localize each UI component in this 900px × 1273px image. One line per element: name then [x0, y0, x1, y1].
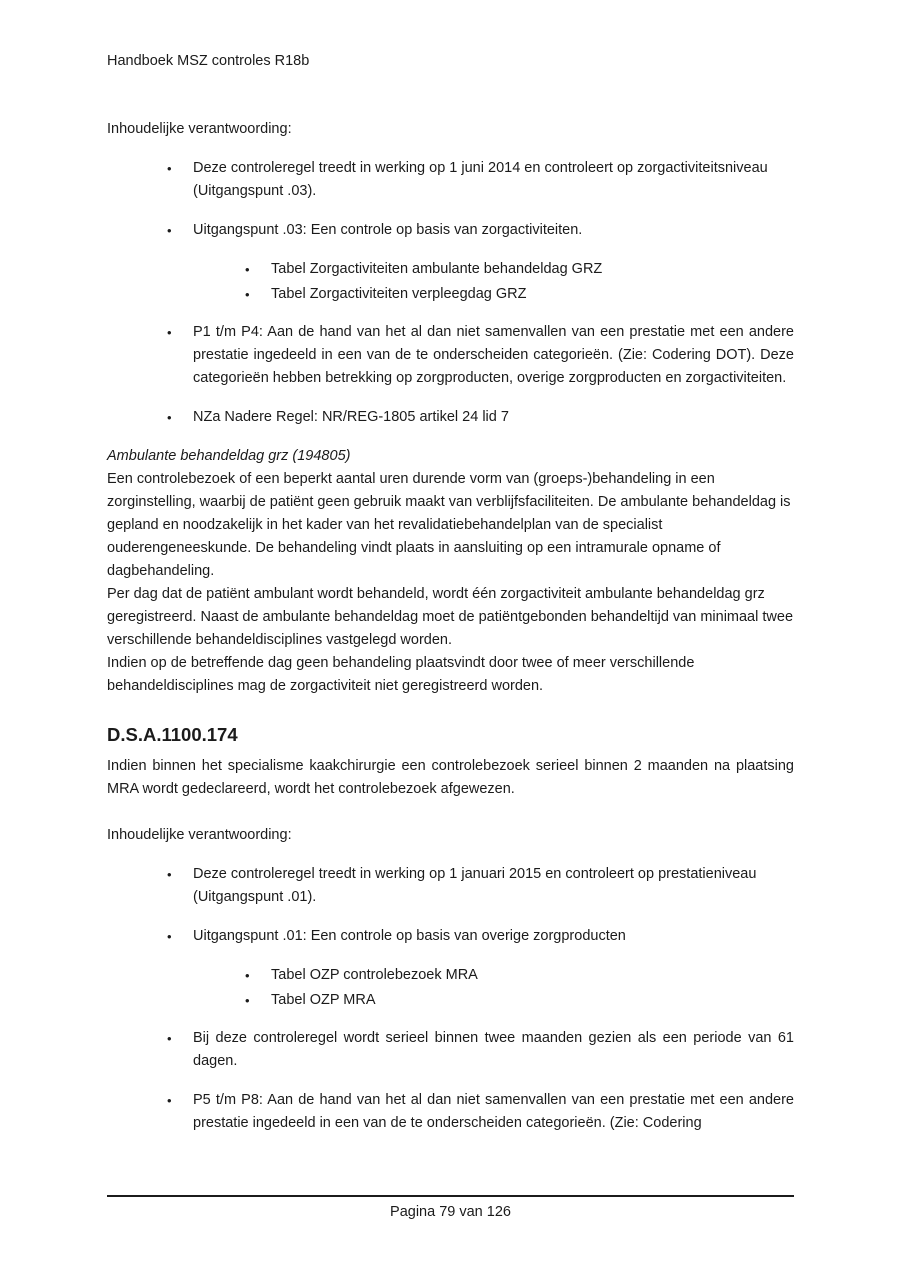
sub-list-item-text: Tabel OZP MRA: [271, 992, 376, 1008]
paragraph: Indien op de betreffende dag geen behandeling plaatsvindt door twee of meer verschillende behandeldisciplines mag de zorgactiviteit niet geregistreerd worden.: [107, 655, 695, 694]
bullet-icon: •: [167, 929, 172, 944]
sub-list-item: [107, 964, 794, 987]
list-item-text: Uitgangspunt .01: Een controle op basis van overige zorgproducten: [193, 928, 626, 944]
bullet-icon: •: [167, 1031, 172, 1046]
bullet-icon: •: [245, 968, 250, 983]
paragraph: Een controlebezoek of een beperkt aantal uren durende vorm van (groeps-)behandeling in een zorginstelling, waarbij de patiënt geen gebruik maakt van verblijfsfaciliteiten. De ambulante behandeldag is gepland en noodzakelijk in het kader van het revalidatiebehandelplan van de specialist ouderengeneeskunde. De behandeling vindt plaats in aansluiting op een intramurale opname of dagbehandeling.: [107, 471, 791, 579]
list-item-text: Uitgangspunt .03: Een controle op basis van zorgactiviteiten.: [193, 222, 583, 238]
sub-list-item-text: Tabel Zorgactiviteiten verpleegdag GRZ: [271, 286, 527, 302]
list-item-text: Deze controleregel treedt in werking op 1 juni 2014 en controleert op zorgactiviteitsniveau (Uitgangspunt .03).: [193, 160, 768, 199]
list-item-text: NZa Nadere Regel: NR/REG-1805 artikel 24 lid 7: [193, 409, 509, 425]
page-number: Pagina 79 van 126: [390, 1204, 511, 1220]
section-a-intro-label: Inhoudelijke verantwoording:: [107, 121, 292, 137]
list-item-text: Deze controleregel treedt in werking op 1 januari 2015 en controleert op prestatieniveau (Uitgangspunt .01).: [193, 866, 757, 905]
bullet-icon: •: [167, 325, 172, 340]
list-item: [107, 219, 794, 242]
bullet-icon: •: [167, 223, 172, 238]
list-item-text: P5 t/m P8: Aan de hand van het al dan niet samenvallen van een prestatie met een andere prestatie ingedeeld in een van de te onderscheiden categorieën. (Zie: Codering: [193, 1092, 794, 1131]
list-item: [107, 863, 794, 909]
page-footer: [107, 1195, 794, 1224]
document-header: Handboek MSZ controles R18b: [107, 53, 310, 69]
sub-list-item: [107, 283, 794, 306]
list-item: [107, 157, 794, 203]
bullet-icon: •: [167, 1093, 172, 1108]
list-item: [107, 1027, 794, 1073]
list-item-text: Bij deze controleregel wordt serieel binnen twee maanden gezien als een periode van 61 dagen.: [193, 1030, 794, 1069]
bullet-icon: •: [167, 161, 172, 176]
list-item: [107, 406, 794, 429]
paragraph: Per dag dat de patiënt ambulant wordt behandeld, wordt één zorgactiviteit ambulante behandeldag grz geregistreerd. Naast de ambulante behandeldag moet de patiëntgebonden behandeltijd van minimaal twee verschillende behandeldisciplines vastgelegd worden.: [107, 586, 794, 648]
list-item: [107, 925, 794, 948]
sub-list-item-text: Tabel Zorgactiviteiten ambulante behandeldag GRZ: [271, 261, 603, 277]
bullet-icon: •: [167, 410, 172, 425]
list-item-text: P1 t/m P4: Aan de hand van het al dan niet samenvallen van een prestatie met een andere prestatie ingedeeld in een van de te onderscheiden categorieën. (Zie: Codering DOT). Deze categorieën hebben betrekking op zorgproducten, overige zorgproducten en zorgactiviteiten.: [193, 324, 794, 386]
subsection-heading: Ambulante behandeldag grz (194805): [107, 448, 351, 464]
list-item: [107, 321, 794, 390]
bullet-icon: •: [245, 262, 250, 277]
sub-list-item: [107, 989, 794, 1012]
bullet-icon: •: [167, 867, 172, 882]
section-heading: D.S.A.1100.174: [107, 724, 238, 745]
list-item: [107, 1089, 794, 1135]
page-content: [107, 50, 794, 1135]
bullet-icon: •: [245, 993, 250, 1008]
sub-list: [107, 258, 794, 306]
bullet-icon: •: [245, 287, 250, 302]
section-b-intro-label: Inhoudelijke verantwoording:: [107, 827, 292, 843]
sub-list-item: [107, 258, 794, 281]
sub-list-item-text: Tabel OZP controlebezoek MRA: [271, 967, 478, 983]
sub-list: [107, 964, 794, 1012]
section-intro-paragraph: Indien binnen het specialisme kaakchirurgie een controlebezoek serieel binnen 2 maanden na plaatsing MRA wordt gedeclareerd, wordt het controlebezoek afgewezen.: [107, 758, 794, 797]
